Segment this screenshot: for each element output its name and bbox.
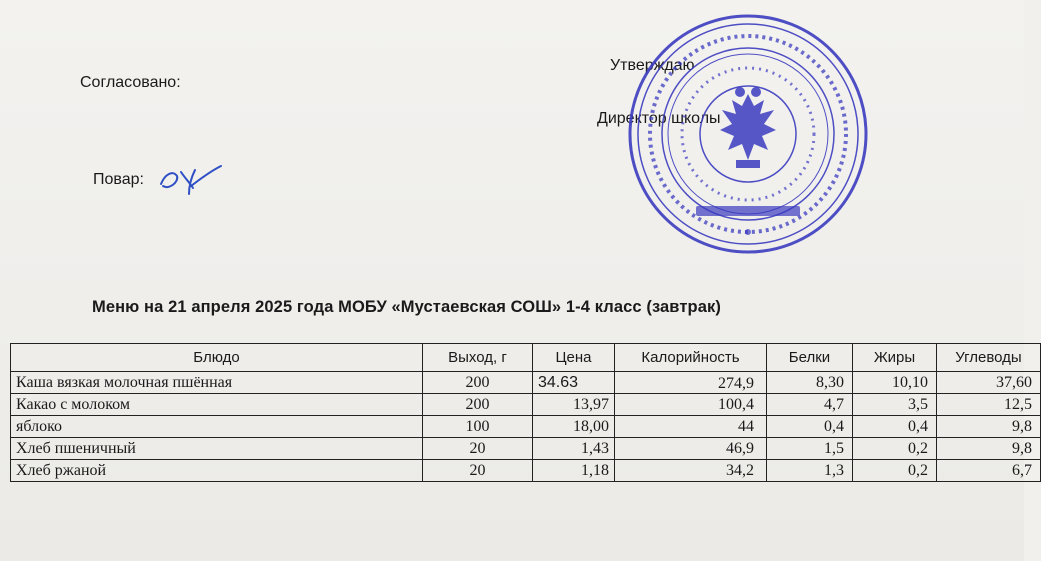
calories-cell: 274,9 xyxy=(615,372,767,394)
dish-cell: Хлеб пшеничный xyxy=(11,438,423,460)
calories-cell: 46,9 xyxy=(615,438,767,460)
output-cell: 200 xyxy=(423,394,533,416)
fat-cell: 0,2 xyxy=(853,460,937,482)
official-seal-icon xyxy=(624,10,872,258)
carbs-cell: 12,5 xyxy=(937,394,1041,416)
table-row xyxy=(11,438,1041,460)
table-row xyxy=(11,460,1041,482)
approve-label: Утверждаю xyxy=(610,57,695,74)
dish-cell: Какао с молоком xyxy=(11,394,423,416)
output-cell: 20 xyxy=(423,438,533,460)
calories-cell: 100,4 xyxy=(615,394,767,416)
column-header-protein: Белки xyxy=(767,344,853,372)
dish-cell: Хлеб ржаной xyxy=(11,460,423,482)
menu-title: Меню на 21 апреля 2025 года МОБУ «Мустаевская СОШ» 1-4 класс (завтрак) xyxy=(92,298,721,316)
carbs-cell: 9,8 xyxy=(937,416,1041,438)
menu-table xyxy=(10,343,1041,482)
price-cell: 1,18 xyxy=(533,460,615,482)
column-header-price: Цена xyxy=(533,344,615,372)
output-cell: 20 xyxy=(423,460,533,482)
table-header-row xyxy=(11,344,1041,372)
protein-cell: 4,7 xyxy=(767,394,853,416)
table-row xyxy=(11,372,1041,394)
protein-cell: 8,30 xyxy=(767,372,853,394)
column-header-dish: Блюдо xyxy=(11,344,423,372)
price-cell: 18,00 xyxy=(533,416,615,438)
output-cell: 200 xyxy=(423,372,533,394)
price-cell: 34.63 xyxy=(533,372,615,394)
carbs-cell: 37,60 xyxy=(937,372,1041,394)
dish-cell: Каша вязкая молочная пшённая xyxy=(11,372,423,394)
fat-cell: 3,5 xyxy=(853,394,937,416)
table-row xyxy=(11,416,1041,438)
protein-cell: 1,5 xyxy=(767,438,853,460)
column-header-fat: Жиры xyxy=(853,344,937,372)
carbs-cell: 9,8 xyxy=(937,438,1041,460)
director-label: Директор школы xyxy=(597,110,721,127)
protein-cell: 1,3 xyxy=(767,460,853,482)
output-cell: 100 xyxy=(423,416,533,438)
price-cell: 13,97 xyxy=(533,394,615,416)
cook-label: Повар: xyxy=(93,171,144,188)
fat-cell: 0,2 xyxy=(853,438,937,460)
column-header-carbs: Углеводы xyxy=(937,344,1041,372)
fat-cell: 0,4 xyxy=(853,416,937,438)
calories-cell: 44 xyxy=(615,416,767,438)
dish-cell: яблоко xyxy=(11,416,423,438)
price-cell: 1,43 xyxy=(533,438,615,460)
column-header-calories: Калорийность xyxy=(615,344,767,372)
protein-cell: 0,4 xyxy=(767,416,853,438)
column-header-output: Выход, г xyxy=(423,344,533,372)
carbs-cell: 6,7 xyxy=(937,460,1041,482)
fat-cell: 10,10 xyxy=(853,372,937,394)
table-row xyxy=(11,394,1041,416)
agreed-label: Согласовано: xyxy=(80,74,181,91)
handwritten-signature-icon xyxy=(155,160,227,200)
calories-cell: 34,2 xyxy=(615,460,767,482)
